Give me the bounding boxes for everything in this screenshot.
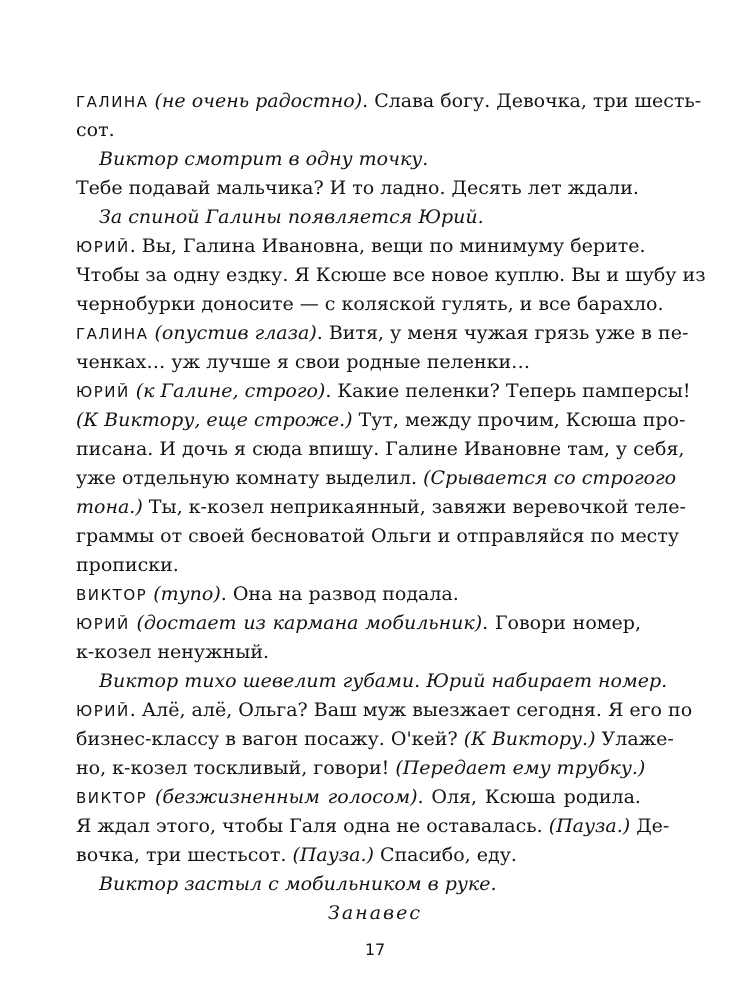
- text-line: ЮРИЙ. Алё, алё, Ольга? Ваш муж выезжает сегодня. Я его по: [76, 699, 693, 721]
- text-line: тона.) Ты, к-козел неприкаянный, завяжи веревочкой теле-: [76, 496, 686, 518]
- text-line: к-козел ненужный.: [76, 641, 270, 663]
- text-line: граммы от своей бесноватой Ольги и отправляйся по месту: [76, 525, 680, 547]
- text-line: ЮРИЙ (к Галине, строго). Какие пеленки? Теперь памперсы!: [76, 380, 691, 402]
- stage-direction: Виктор тихо шевелит губами. Юрий набирает номер.: [99, 670, 668, 692]
- text-line: ЮРИЙ (достает из кармана мобильник). Говори номер,: [76, 612, 641, 634]
- text-line: Я ждал этого, чтобы Галя одна не оставалась. (Пауза.) Де-: [76, 815, 670, 837]
- page-number: 17: [364, 940, 386, 959]
- text-line: Чтобы за одну ездку. Я Ксюше все новое куплю. Вы и шубу из: [76, 264, 706, 286]
- text-line: ВИКТОР (безжизненным голосом). Оля, Ксюша родила.: [76, 786, 641, 808]
- text-line: писана. И дочь я сюда впишу. Галине Ивановне там, у себя,: [76, 438, 685, 460]
- text-line: уже отдельную комнату выделил. (Срывается со строгого: [76, 467, 677, 489]
- text-line: вочка, три шестьсот. (Пауза.) Спасибо, еду.: [76, 844, 517, 866]
- text-line: чернобурки доносите — с коляской гулять, и все барахло.: [76, 293, 664, 315]
- text-line: (К Виктору, еще строже.) Тут, между прочим, Ксюша про-: [76, 409, 686, 431]
- stage-direction: Виктор застыл с мобильником в руке.: [99, 873, 497, 895]
- text-line: ГАЛИНА (опустив глаза). Витя, у меня чужая грязь уже в пе-: [76, 322, 689, 344]
- text-line: ВИКТОР (тупо). Она на развод подала.: [76, 583, 459, 605]
- text-line: ЮРИЙ. Вы, Галина Ивановна, вещи по минимуму берите.: [76, 235, 646, 257]
- text-line: ГАЛИНА (не очень радостно). Слава богу. Девочка, три шесть-: [76, 90, 702, 112]
- text-line: Тебе подавай мальчика? И то ладно. Десять лет ждали.: [76, 177, 639, 199]
- stage-direction: Виктор смотрит в одну точку.: [99, 148, 429, 170]
- stage-direction: За спиной Галины появляется Юрий.: [99, 206, 484, 228]
- text-line: ченках… уж лучше я свои родные пеленки…: [76, 351, 531, 373]
- text-line: прописки.: [76, 554, 179, 576]
- text-line: сот.: [76, 119, 115, 141]
- text-line: бизнес-классу в вагон посажу. О'кей? (К Виктору.) Улаже-: [76, 728, 674, 750]
- text-line: но, к-козел тоскливый, говори! (Передает ему трубку.): [76, 757, 646, 779]
- curtain-heading: Занавес: [328, 902, 422, 924]
